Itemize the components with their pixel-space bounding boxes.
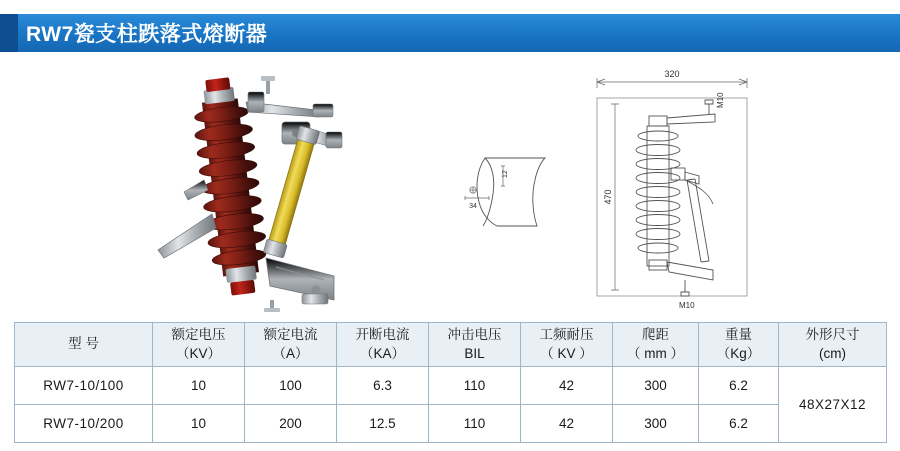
dim-bolt-top-label: M10 [716,92,725,108]
cell-creepage: 300 [613,367,699,405]
header-accent-block [0,14,18,52]
illustration-area [0,52,900,320]
cell-rated-voltage: 10 [153,367,245,405]
cell-breaking-current: 12.5 [337,405,429,443]
col-creepage: 爬距 （ mm ） [613,323,699,367]
col-rated-voltage: 额定电压 （KV） [153,323,245,367]
page-header [0,14,900,52]
page-title: RW7瓷支柱跌落式熔断器 [26,23,268,46]
cell-rated-voltage: 10 [153,405,245,443]
cell-impulse-voltage: 110 [429,367,521,405]
bracket-drawing [455,152,565,232]
table-header-row [15,323,887,367]
cell-model: RW7-10/100 [15,367,153,405]
table-row [15,405,887,443]
cell-model: RW7-10/200 [15,405,153,443]
spec-table [14,322,887,443]
col-rated-current: 额定电流 （A） [245,323,337,367]
cell-breaking-current: 6.3 [337,367,429,405]
col-model: 型 号 [15,323,153,367]
spec-table-wrapper [14,322,886,443]
dim-bolt-bottom-label: M10 [679,301,695,310]
dimension-drawing [575,64,865,314]
col-weight: 重量 （Kg） [699,323,779,367]
table-row [15,367,887,405]
cell-weight: 6.2 [699,405,779,443]
dim-height-label: 470 [603,189,613,205]
cell-power-freq-withstand: 42 [521,367,613,405]
bracket-drawing-graphic [455,152,565,232]
cell-rated-current: 100 [245,367,337,405]
bracket-slot-label: 12 [502,170,509,178]
dim-width-label: 320 [664,69,680,79]
cell-overall-dimensions: 48X27X12 [779,367,887,443]
product-photo-graphic [120,62,410,312]
cell-creepage: 300 [613,405,699,443]
bracket-hole-label: 34 [469,203,477,210]
col-impulse-voltage: 冲击电压 BIL [429,323,521,367]
col-overall-dimensions: 外形尺寸 (cm) [779,323,887,367]
cell-rated-current: 200 [245,405,337,443]
dimension-drawing-graphic [575,64,865,314]
product-photo [120,62,410,312]
cell-power-freq-withstand: 42 [521,405,613,443]
col-breaking-current: 开断电流 （KA） [337,323,429,367]
col-power-freq-withstand: 工频耐压 （ KV ） [521,323,613,367]
cell-weight: 6.2 [699,367,779,405]
cell-impulse-voltage: 110 [429,405,521,443]
